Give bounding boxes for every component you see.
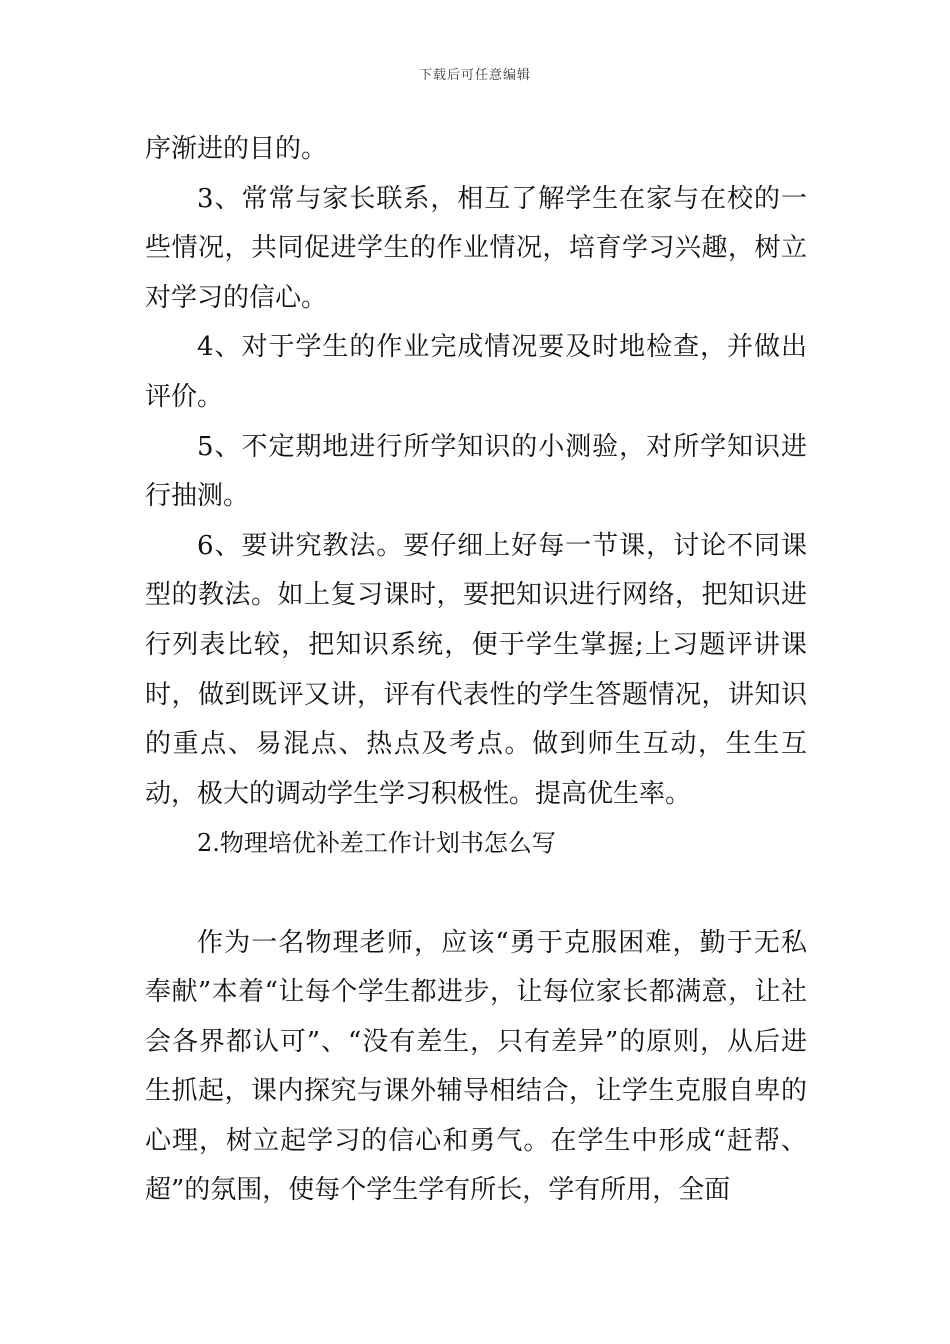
- document-body: [145, 125, 807, 1216]
- section-paragraph: 作为一名物理老师，应该“勇于克服困难，勤于无私奉献”本着“让每个学生都进步，让每位家长都满意，让社会各界都认可”、“没有差生，只有差异”的原则，从后进生抓起，课内探究与课外辅导相结合，让学生克服自卑的心理，树立起学习的信心和勇气。在学生中形成“赶帮、超”的氛围，使每个学生学有所长，学有所用，全面: [145, 927, 807, 1206]
- section-heading: 2.物理培优补差工作计划书怎么写: [197, 829, 556, 858]
- page-header-note: 下载后可任意编辑: [418, 68, 531, 83]
- paragraph-item-6: 6、要讲究教法。要仔细上好每一节课，讨论不同课型的教法。如上复习课时，要把知识进行网络，把知识进行列表比较，把知识系统，便于学生掌握;上习题评讲课时，做到既评又讲，评有代表性的学生答题情况，讲知识的重点、易混点、热点及考点。做到师生互动，生生互动，极大的调动学生学习积极性。提高优生率。: [145, 530, 807, 809]
- paragraph-continuation: 序渐进的目的。: [145, 134, 328, 164]
- paragraph-item-4: 4、对于学生的作业完成情况要及时地检查，并做出评价。: [145, 332, 807, 412]
- paragraph-item-3: 3、常常与家长联系，相互了解学生在家与在校的一些情况，共同促进学生的作业情况，培育学习兴趣，树立对学习的信心。: [145, 183, 807, 313]
- paragraph-item-5: 5、不定期地进行所学知识的小测验，对所学知识进行抽测。: [145, 431, 807, 512]
